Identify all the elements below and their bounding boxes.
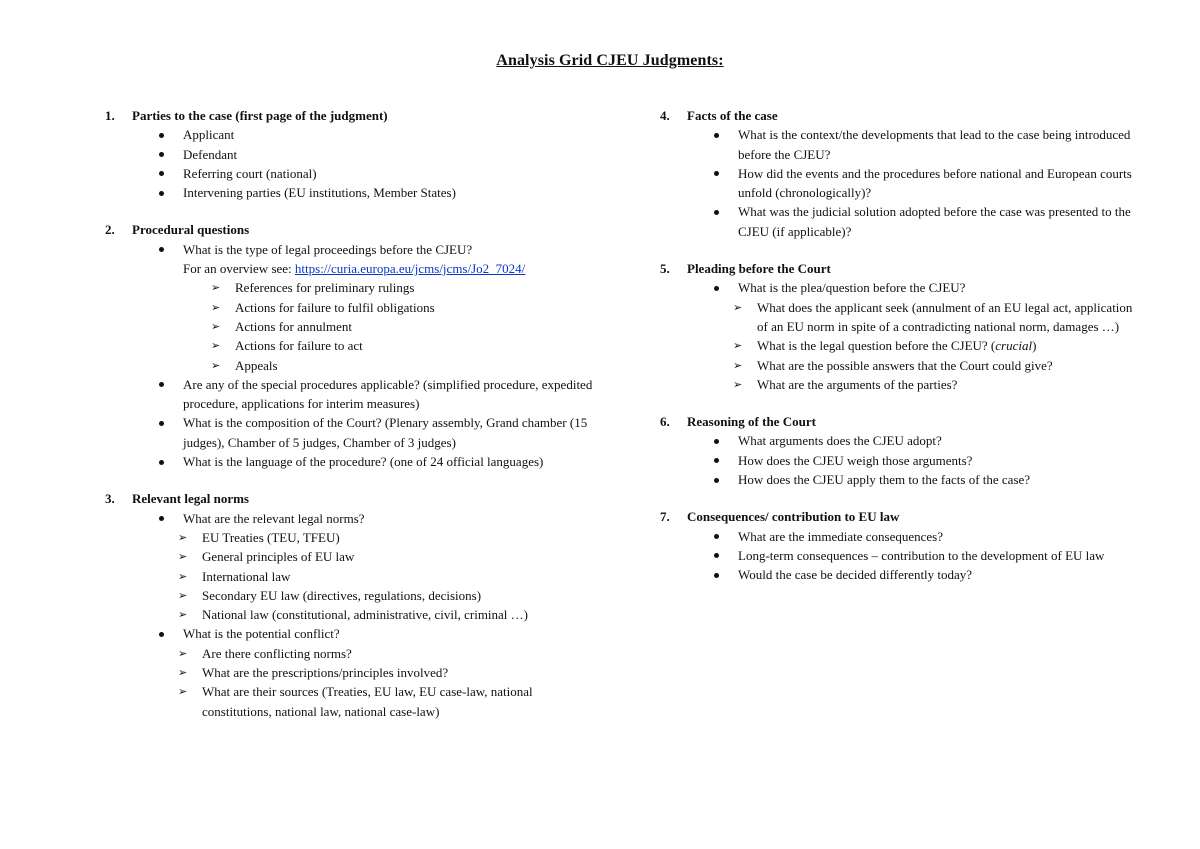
list-item: What is the context/the developments that lead to the case being introduced before the CJEU? xyxy=(660,125,1140,164)
section-legal-norms xyxy=(105,489,595,721)
list-item: What is the language of the procedure? (one of 24 official languages) xyxy=(105,452,595,471)
left-column xyxy=(105,106,595,739)
list-item: ➢ Actions for annulment xyxy=(105,317,595,336)
list-item: Referring court (national) xyxy=(105,164,595,183)
norms-sublist xyxy=(105,528,595,624)
section-pleading xyxy=(660,259,1140,394)
section-reasoning xyxy=(660,412,1140,489)
list-item: Defendant xyxy=(105,145,595,164)
list-item: ➢ Appeals xyxy=(105,356,595,375)
norms-list xyxy=(105,509,595,528)
list-item: How does the CJEU apply them to the facts of the case? xyxy=(660,470,1140,489)
list-item: ➢ References for preliminary rulings xyxy=(105,278,595,297)
emphasis-text: crucial xyxy=(995,338,1033,354)
list-item: What are the immediate consequences? xyxy=(660,527,1140,546)
list-item: ➢ National law (constitutional, administrative, civil, criminal …) xyxy=(105,605,595,624)
facts-list xyxy=(660,125,1140,241)
section-title: Procedural questions xyxy=(132,222,250,238)
section-title: Pleading before the Court xyxy=(687,261,831,277)
section-parties xyxy=(105,106,595,202)
list-item: Are any of the special procedures applicable? (simplified procedure, expedited procedure, applications for interim measures) xyxy=(105,375,595,414)
pleading-sublist xyxy=(660,298,1140,394)
section-facts xyxy=(660,106,1140,241)
list-item: ➢ General principles of EU law xyxy=(105,547,595,566)
pleading-list xyxy=(660,278,1140,297)
list-item xyxy=(105,240,595,279)
list-item: ➢ EU Treaties (TEU, TFEU) xyxy=(105,528,595,547)
section-heading xyxy=(660,507,1140,526)
section-title: Reasoning of the Court xyxy=(687,414,816,430)
list-item: Long-term consequences – contribution to the development of EU law xyxy=(660,546,1140,565)
section-heading xyxy=(660,106,1140,125)
section-procedural xyxy=(105,220,595,471)
question-suffix: ) xyxy=(1032,338,1037,354)
section-heading xyxy=(105,220,595,239)
list-item: ➢ What does the applicant seek (annulment of an EU legal act, application of an EU norm in spite of a contradicting national norm, damages …) xyxy=(660,298,1140,337)
section-heading xyxy=(660,412,1140,431)
consequences-list xyxy=(660,527,1140,585)
list-item: ➢ What are the prescriptions/principles involved? xyxy=(105,663,595,682)
section-heading xyxy=(105,106,595,125)
section-consequences xyxy=(660,507,1140,584)
section-heading xyxy=(660,259,1140,278)
reasoning-list xyxy=(660,431,1140,489)
section-title: Facts of the case xyxy=(687,108,778,123)
section-title: Consequences/ contribution to EU law xyxy=(687,509,900,525)
section-heading xyxy=(105,489,595,508)
list-item: What was the judicial solution adopted before the case was presented to the CJEU (if applicable)? xyxy=(660,202,1140,241)
list-item: ➢ What are their sources (Treaties, EU law, EU case-law, national constitutions, national law, national case-law) xyxy=(105,682,595,721)
conflict-sublist xyxy=(105,644,595,721)
parties-list xyxy=(105,125,595,202)
section-number: 2. xyxy=(105,222,115,238)
list-item: ➢ Actions for failure to act xyxy=(105,336,595,355)
section-title: Parties to the case (first page of the judgment) xyxy=(132,108,388,123)
procedural-list xyxy=(105,240,595,279)
list-item: ➢ Are there conflicting norms? xyxy=(105,644,595,663)
overview-prefix: For an overview see: xyxy=(183,261,295,277)
list-item: ➢ What are the arguments of the parties? xyxy=(660,375,1140,394)
conflict-list xyxy=(105,624,595,643)
section-number: 1. xyxy=(105,108,115,123)
list-item: What is the plea/question before the CJEU? xyxy=(660,278,1140,297)
list-item: Applicant xyxy=(105,125,595,144)
section-number: 4. xyxy=(660,108,670,123)
list-item: ➢ Actions for failure to fulfil obligations xyxy=(105,298,595,317)
section-number: 7. xyxy=(660,509,670,525)
list-item: ➢ What are the possible answers that the Court could give? xyxy=(660,356,1140,375)
section-number: 5. xyxy=(660,261,670,277)
list-item: Would the case be decided differently today? xyxy=(660,565,1140,584)
right-column xyxy=(660,106,1140,603)
overview-line xyxy=(183,259,595,278)
list-item: ➢ International law xyxy=(105,567,595,586)
procedural-list-2 xyxy=(105,375,595,471)
list-item xyxy=(660,336,1140,355)
list-item: What is the composition of the Court? (Plenary assembly, Grand chamber (15 judges), Chamber of 5 judges, Chamber of 3 judges) xyxy=(105,413,595,452)
curia-link[interactable]: https://curia.europa.eu/jcms/jcms/Jo2_7024/ xyxy=(294,261,526,277)
proceedings-types-list xyxy=(105,278,595,374)
list-item: What are the relevant legal norms? xyxy=(105,509,595,528)
question-text: What is the legal question before the CJEU? ( xyxy=(757,338,996,354)
document-title: Analysis Grid CJEU Judgments: xyxy=(496,52,724,69)
list-item: ➢ Secondary EU law (directives, regulations, decisions) xyxy=(105,586,595,605)
list-item: How does the CJEU weigh those arguments? xyxy=(660,451,1140,470)
list-item: What arguments does the CJEU adopt? xyxy=(660,431,1140,450)
section-number: 3. xyxy=(105,491,115,507)
section-title: Relevant legal norms xyxy=(132,491,249,507)
list-item: Intervening parties (EU institutions, Member States) xyxy=(105,183,595,202)
list-item: How did the events and the procedures before national and European courts unfold (chronologically)? xyxy=(660,164,1140,203)
list-item: What is the potential conflict? xyxy=(105,624,595,643)
section-number: 6. xyxy=(660,414,670,430)
question-text: What is the type of legal proceedings before the CJEU? xyxy=(183,241,473,257)
